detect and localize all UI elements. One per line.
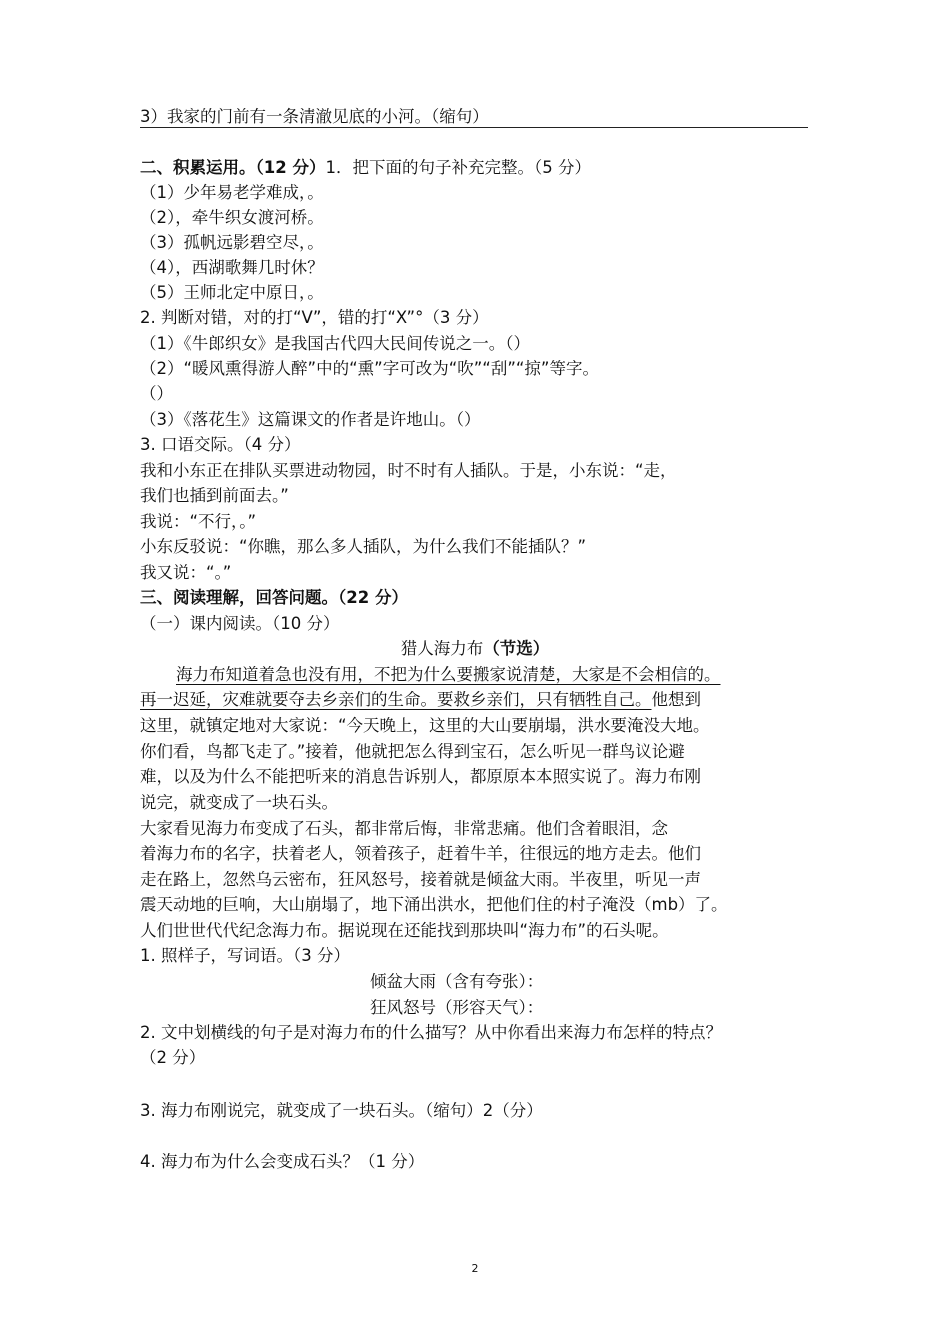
section2-q3: 3. 口语交际。（4 分） [140,435,301,454]
answer-rule-line [140,127,808,128]
fill-item: （2），牵牛织女渡河桥。 [140,208,324,227]
dialog-line: 我又说：“。” [140,563,232,582]
passage-title-text: 猎人海力布 [400,639,484,658]
reading-q2-points: （2 分） [140,1048,206,1067]
section3-subheading: （一）课内阅读。（10 分） [140,614,340,633]
passage-line: 人们世世代代纪念海力布。据说现在还能找到那块叫“海力布”的石头呢。 [140,921,669,940]
judge-item-2: （2）“暖风熏得游人醉”中的“熏”字可改为“吹”“刮”“掠”等字。 [140,359,599,378]
passage-line: 再一迟延，灾难就要夺去乡亲们的生命。要救乡亲们，只有牺牲自己。他想到 [140,690,701,709]
fill-item: （1）少年易老学难成，。 [140,183,324,202]
reading-q1: 1. 照样子，写词语。（3 分） [140,946,350,965]
judge-item-1: （1）《牛郎织女》是我国古代四大民间传说之一。（） [140,334,530,353]
reading-q3: 3. 海力布刚说完，就变成了一块石头。（缩句）2（分） [140,1101,543,1120]
passage-title-note: （节选） [483,639,550,658]
passage-line: 大家看见海力布变成了石头，都非常后悔，非常悲痛。他们含着眼泪，念 [140,819,668,838]
passage-line: 说完，就变成了一块石头。 [140,793,338,812]
dialog-line: 我们也插到前面去。” [140,486,289,505]
dialog-line: 小东反驳说：“你瞧，那么多人插队，为什么我们不能插队？” [140,537,587,556]
section2-heading: 二、积累运用。（12 分） [140,158,326,177]
section2-q2: 2. 判断对错，对的打“V”，错的打“X”°（3 分） [140,308,489,327]
judge-item-3: （3）《落花生》这篇课文的作者是许地山。（） [140,410,481,429]
passage-line: 震天动地的巨响，大山崩塌了，地下涌出洪水，把他们住的村子淹没（mb）了。 [140,895,728,914]
dialog-line: 我和小东正在排队买票进动物园，时不时有人插队。于是，小东说：“走， [140,461,677,480]
passage-title [0,638,950,660]
underlined-sentence-2: 再一迟延，灾难就要夺去乡亲们的生命。要救乡亲们，只有牺牲自己。 [140,690,652,709]
judge-item-2-bracket: （） [140,384,173,403]
passage-line: 这里，就镇定地对大家说：“今天晚上，这里的大山要崩塌，洪水要淹没大地。 [140,716,710,735]
page-number: 2 [471,1262,479,1275]
passage-line: 走在路上，忽然乌云密布，狂风怒号，接着就是倾盆大雨。半夜里，听见一声 [140,870,701,889]
shrink-sentence-item-3: 3）我家的门前有一条清澈见底的小河。（缩句） [140,107,489,126]
reading-q4: 4. 海力布为什么会变成石头？（1 分） [140,1152,425,1171]
dialog-line: 我说：“不行，。” [140,512,257,531]
fill-item: （4），西湖歌舞几时休？ [140,258,324,277]
fill-item: （5）王师北定中原日，。 [140,283,324,302]
reading-q2: 2. 文中划横线的句子是对海力布的什么描写？从中你看出来海力布怎样的特点？ [140,1023,722,1042]
section3-heading: 三、阅读理解，回答问题。（22 分） [140,588,408,607]
reading-q1-item-b: 狂风怒号（形容天气）： [370,998,544,1017]
underlined-sentence-1: 海力布知道着急也没有用，不把为什么要搬家说清楚，大家是不会相信的。 [176,665,721,684]
section2-q1: 1．把下面的句子补充完整。（5 分） [325,158,591,177]
passage-line: 难，以及为什么不能把听来的消息告诉别人，都原原本本照实说了。海力布刚 [140,767,701,786]
passage-line: 你们看，鸟都飞走了。”接着，他就把怎么得到宝石，怎么听见一群鸟议论避 [140,742,685,761]
passage-line: 着海力布的名字，扶着老人，领着孩子，赶着牛羊，往很远的地方走去。他们 [140,844,701,863]
reading-q1-item-a: 倾盆大雨（含有夸张）： [370,972,544,991]
fill-item: （3）孤帆远影碧空尽，。 [140,233,324,252]
section2-line [140,157,591,179]
